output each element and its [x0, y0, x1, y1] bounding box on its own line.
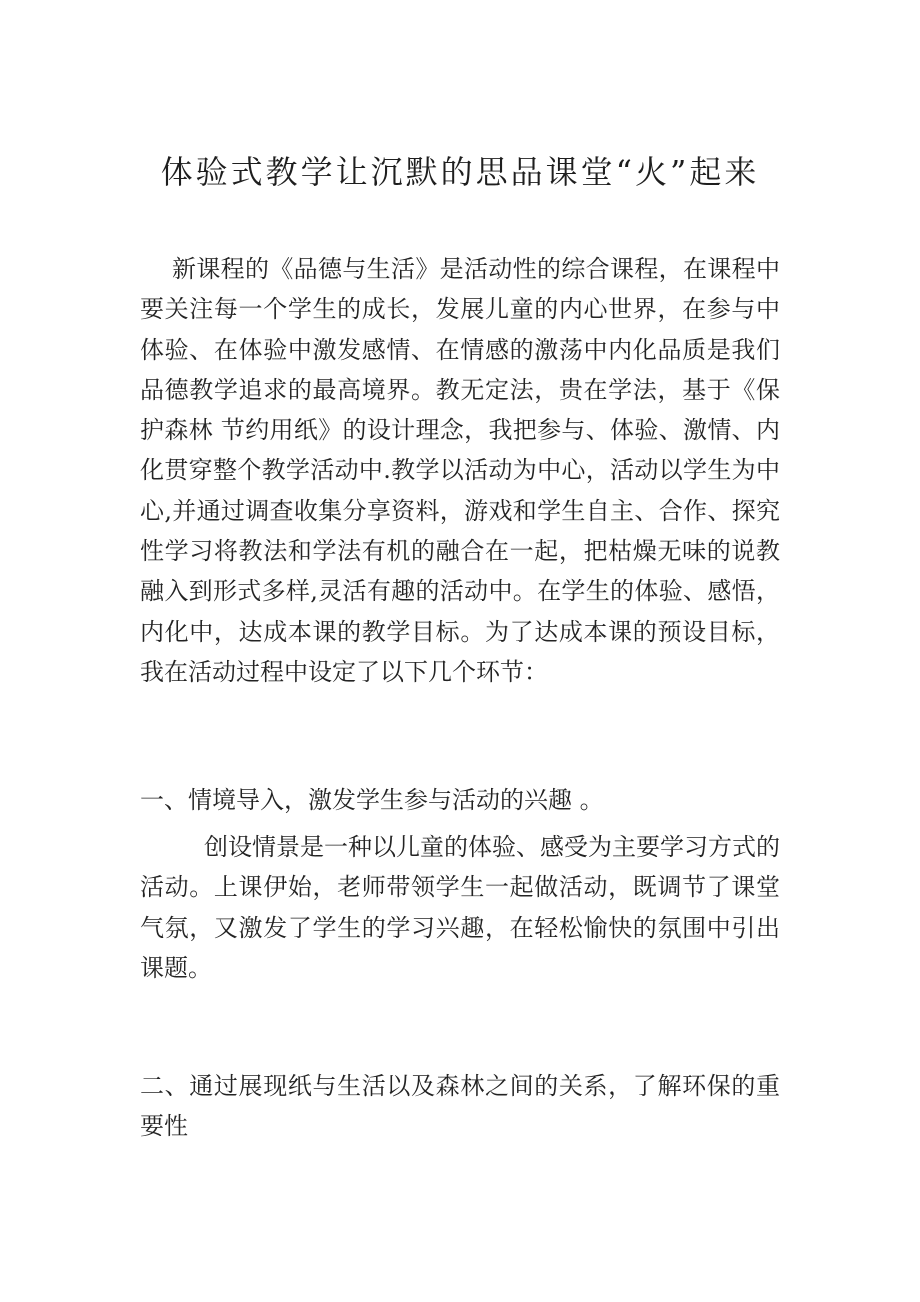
section-heading-2: 二、通过展现纸与生活以及森林之间的关系，了解环保的重要性 — [140, 1072, 780, 1141]
document-title: 体验式教学让沉默的思品课堂“火”起来 — [160, 153, 760, 191]
intro-paragraph: 新课程的《品德与生活》是活动性的综合课程，在课程中要关注每一个学生的成长，发展儿童的内心世界，在参与中体验、在体验中激发感情、在情感的激荡中内化品质是我们品德教学追求的最高境界。教无定法，贵在学法，基于《保护森林 节约用纸》的设计理念，我把参与、体验、激情、内化贯穿整个教学活动中.教学以活动为中心，活动以学生为中心,并通过调查收集分享资料，游戏和学生自主、合作、探究性学习将教法和学法有机的融合在一起，把枯燥无味的说教融入到形式多样,灵活有趣的活动中。在学生的体验、感悟，内化中，达成本课的教学目标。为了达成本课的预设目标，我在活动过程中设定了以下几个环节： — [140, 255, 780, 686]
section-heading-1: 一、情境导入，激发学生参与活动的兴趣 。 — [140, 786, 604, 814]
section-1-paragraph: 创设情景是一种以儿童的体验、感受为主要学习方式的活动。上课伊始，老师带领学生一起做活动，既调节了课堂气氛，又激发了学生的学习兴趣，在轻松愉快的氛围中引出课题。 — [140, 833, 780, 982]
